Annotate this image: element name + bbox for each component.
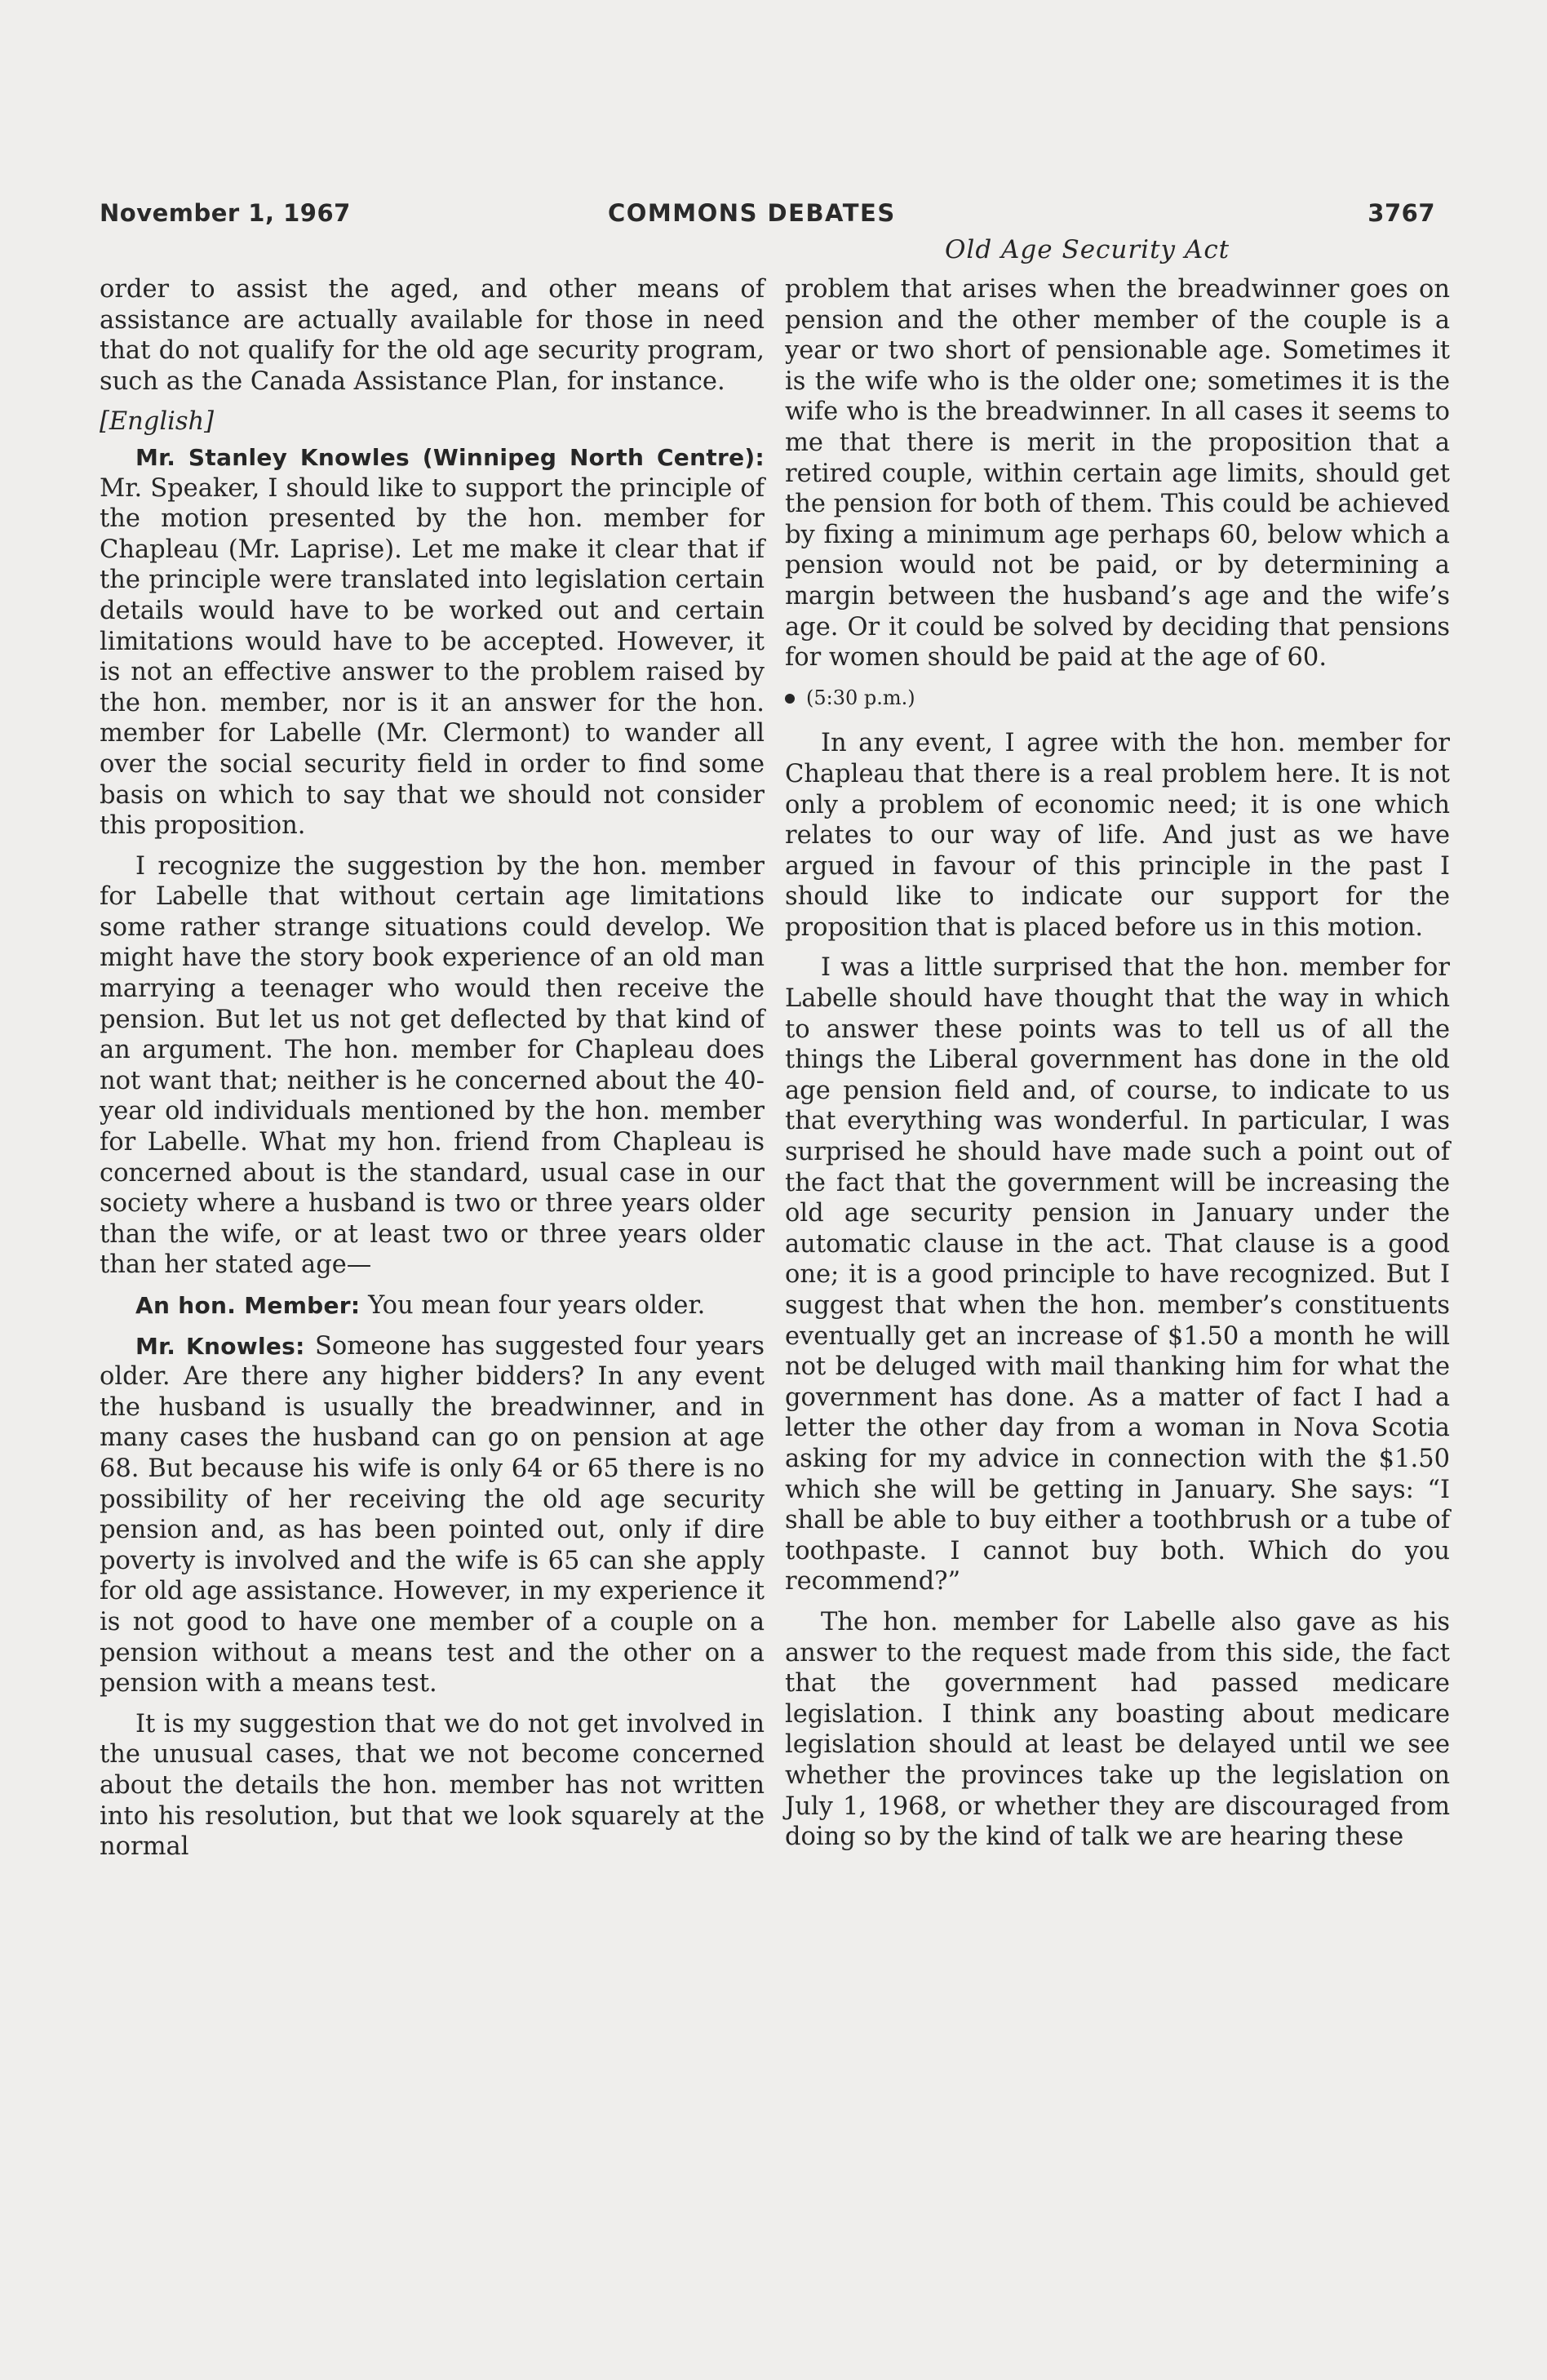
header-page-number: 3767 — [1367, 199, 1435, 227]
knowles-speech-1 — [100, 442, 765, 841]
speaker-name: Mr. Stanley Knowles (Winnipeg North Centre): — [135, 443, 765, 471]
language-marker: [English] — [100, 407, 215, 437]
right-paragraph-3: I was a little surprised that the hon. member for Labelle should have thought that the way in which to answer these points was to tell us of all the things the Liberal government has done in the old age pension field and, of course, to indicate to us that everything was wonderful. In particular, I was surprised he should have made such a point out of the fact that the government will be increasing the old age security pension in January under the automatic clause in the act. That clause is a good one; it is a good principle to have recognized. But I suggest that when the hon. member’s constituents eventually get an increase of $1.50 a month he will not be deluged with mail thanking him for what the government has done. As a matter of fact I had a letter the other day from a woman in Nova Scotia asking for my advice in connection with the $1.50 which she will be getting in January. She says: “I shall be able to buy either a toothbrush or a tube of toothpaste. I cannot buy both. Which do you recommend?” — [785, 953, 1450, 1596]
left-column — [100, 274, 765, 1872]
speech-text: You mean four years older. — [368, 1291, 706, 1320]
speech-text: Mr. Speaker, I should like to support the principle of the motion presented by the hon. member for Chapleau (Mr. Laprise). Let me make it clear that if the principle were translated into legislation certain details would have to be worked out and certain limitations would have to be accepted. However, it is not an effective answer to the problem raised by the hon. member, nor is it an answer for the hon. member for Labelle (Mr. Clermont) to wander all over the social security field in order to find some basis on which to say that we should not consider this proposition. — [100, 473, 765, 841]
header-date: November 1, 1967 — [100, 199, 351, 227]
right-paragraph-1: problem that arises when the breadwinner goes on pension and the other member of the couple is a year or two short of pensionable age. Sometimes it is the wife who is the older one; sometimes it is the wife who is the breadwinner. In all cases it seems to me that there is merit in the proposition that a retired couple, within certain age limits, should get the pension for both of them. This could be achieved by fixing a minimum age perhaps 60, below which a pension would not be paid, or by determining a margin between the husband’s age and the wife’s age. Or it could be solved by deciding that pensions for women should be paid at the age of 60. — [785, 275, 1450, 673]
right-column — [785, 274, 1450, 1863]
speaker-name: An hon. Member: — [135, 1292, 361, 1319]
member-interjection — [100, 1290, 765, 1321]
right-paragraph-2: In any event, I agree with the hon. member for Chapleau that there is a real problem here. It is not only a problem of economic need; it is one which relates to our way of life. And just as we have argued in favour of this principle in the past I should like to indicate our support for the proposition that is placed before us in this motion. — [785, 729, 1450, 942]
knowles-speech-4: It is my suggestion that we do not get involved in the unusual cases, that we not become concerned about the details the hon. member has not written into his resolution, but that we look squarely at the normal — [100, 1709, 765, 1862]
header-title: COMMONS DEBATES — [608, 199, 896, 227]
time-marker — [785, 683, 1450, 714]
knowles-speech-3 — [100, 1331, 765, 1699]
time-text: (5:30 p.m.) — [806, 686, 915, 709]
knowles-speech-2: I recognize the suggestion by the hon. member for Labelle that without certain age limitations some rather strange situations could develop. We might have the story book experience of an old man marrying a teenager who would then receive the pension. But let us not get deflected by that kind of an argument. The hon. member for Chapleau does not want that; neither is he concerned about the 40-year old individuals mentioned by the hon. member for Labelle. What my hon. friend from Chapleau is concerned about is the standard, usual case in our society where a husband is two or three years older than the wife, or at least two or three years older than her stated age— — [100, 851, 765, 1280]
speaker-name: Mr. Knowles: — [135, 1332, 305, 1360]
bullet-icon — [785, 694, 795, 704]
left-paragraph-1: order to assist the aged, and other means of assistance are actually available for those in need that do not qualify for the old age security program, such as the Canada Assistance Plan, for instance. — [100, 275, 765, 396]
right-paragraph-4: The hon. member for Labelle also gave as his answer to the request made from this side, the fact that the government had passed medicare legislation. I think any boasting about medicare legislation should at least be delayed until we see whether the provinces take up the legislation on July 1, 1968, or whether they are discouraged from doing so by the kind of talk we are hearing these — [785, 1607, 1450, 1852]
speech-text: Someone has suggested four years older. Are there any higher bidders? In any event the husband is usually the breadwinner, and in many cases the husband can go on pension at age 68. But because his wife is only 64 or 65 there is no possibility of her receiving the old age security pension and, as has been pointed out, only if dire poverty is involved and the wife is 65 can she apply for old age assistance. However, in my experience it is not good to have one member of a couple on a pension without a means test and the other on a pension with a means test. — [100, 1331, 765, 1698]
running-head: Old Age Security Act — [945, 235, 1230, 264]
